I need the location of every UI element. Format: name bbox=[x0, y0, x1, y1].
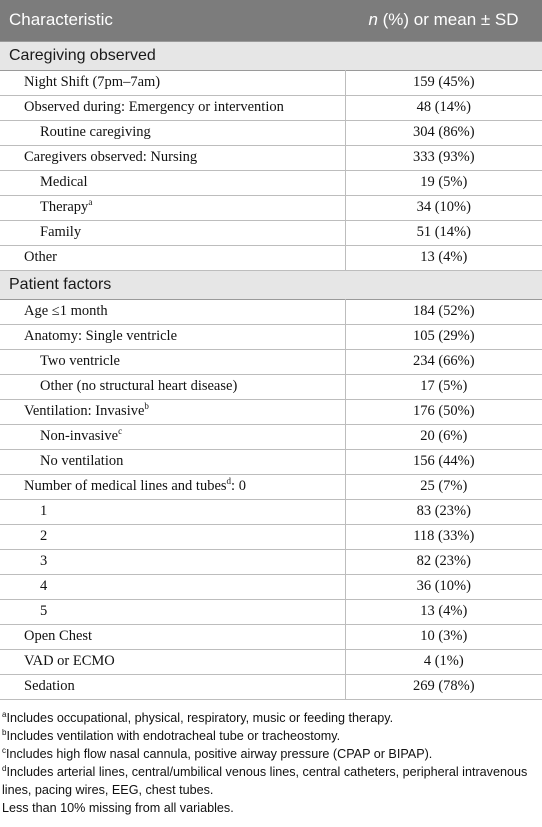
table-row bbox=[0, 70, 542, 95]
row-label bbox=[0, 399, 345, 424]
footnote-text: Includes high flow nasal cannula, positive airway pressure (CPAP or BIPAP). bbox=[6, 746, 433, 761]
row-value: 25 (7%) bbox=[420, 478, 468, 494]
row-label-text: Family bbox=[40, 224, 82, 240]
row-label bbox=[0, 374, 345, 399]
row-label-text: Sedation bbox=[24, 678, 75, 694]
row-value: 36 (10%) bbox=[416, 578, 471, 594]
table-row bbox=[0, 449, 542, 474]
table-header bbox=[0, 0, 542, 41]
row-label-text: Two ventricle bbox=[40, 353, 120, 369]
row-label-text: 2 bbox=[40, 528, 48, 544]
row-value: 34 (10%) bbox=[416, 199, 471, 215]
row-label-text: 1 bbox=[40, 503, 48, 519]
row-value: 19 (5%) bbox=[420, 174, 468, 190]
row-label bbox=[0, 499, 345, 524]
value-header-n: n bbox=[368, 10, 378, 30]
table-row bbox=[0, 145, 542, 170]
row-label bbox=[0, 649, 345, 674]
row-value: 156 (44%) bbox=[412, 453, 475, 469]
footnote-text: Less than 10% missing from all variables. bbox=[2, 800, 234, 815]
characteristic-header: Characteristic bbox=[9, 10, 113, 30]
row-label-text: 4 bbox=[40, 578, 48, 594]
row-label bbox=[0, 70, 345, 95]
row-label-text: Other bbox=[24, 249, 58, 265]
row-label bbox=[0, 349, 345, 374]
header-row bbox=[0, 0, 542, 41]
row-value: 159 (45%) bbox=[412, 74, 475, 90]
row-value: 17 (5%) bbox=[420, 378, 468, 394]
table-row bbox=[0, 399, 542, 424]
row-label bbox=[0, 220, 345, 245]
table-row bbox=[0, 374, 542, 399]
row-value: 304 (86%) bbox=[412, 124, 475, 140]
footnote-text: Includes occupational, physical, respiratory, music or feeding therapy. bbox=[6, 710, 394, 725]
row-value: 4 (1%) bbox=[423, 653, 464, 669]
footnote-c bbox=[2, 745, 542, 763]
row-label-suffix: : 0 bbox=[231, 478, 246, 494]
row-label bbox=[0, 424, 345, 449]
table-row bbox=[0, 120, 542, 145]
row-label bbox=[0, 624, 345, 649]
footnote-marker: b bbox=[144, 401, 149, 412]
row-value: 13 (4%) bbox=[420, 603, 468, 619]
row-label-text: Non-invasive bbox=[40, 428, 119, 444]
table-row bbox=[0, 95, 542, 120]
footnote-marker: d bbox=[226, 476, 232, 487]
row-value: 10 (3%) bbox=[420, 628, 468, 644]
row-label bbox=[0, 674, 345, 699]
table-row bbox=[0, 220, 542, 245]
footnote-mark: b bbox=[2, 727, 7, 737]
row-value: 234 (66%) bbox=[412, 353, 475, 369]
row-value: 13 (4%) bbox=[420, 249, 468, 265]
table-row bbox=[0, 195, 542, 220]
footnote-marker: a bbox=[88, 197, 93, 208]
row-label-text: Open Chest bbox=[24, 628, 93, 644]
row-label bbox=[0, 170, 345, 195]
row-value: 83 (23%) bbox=[416, 503, 471, 519]
row-label bbox=[0, 549, 345, 574]
footnote-marker: c bbox=[118, 426, 123, 437]
footnote-a bbox=[2, 709, 542, 727]
row-label-text: Medical bbox=[40, 174, 88, 190]
table-row bbox=[0, 349, 542, 374]
row-value: 184 (52%) bbox=[412, 303, 475, 319]
table-row bbox=[0, 474, 542, 499]
row-label bbox=[0, 324, 345, 349]
row-value: 20 (6%) bbox=[420, 428, 468, 444]
row-label bbox=[0, 120, 345, 145]
row-label-text: Caregivers observed: Nursing bbox=[24, 149, 198, 165]
section-row-caregiving bbox=[0, 41, 542, 70]
table-row bbox=[0, 324, 542, 349]
footnote-b bbox=[2, 727, 542, 745]
row-label-text: Ventilation: Invasive bbox=[24, 403, 145, 419]
row-value: 176 (50%) bbox=[412, 403, 475, 419]
row-value: 48 (14%) bbox=[416, 99, 471, 115]
footnote-mark: c bbox=[2, 745, 6, 755]
table-footnotes bbox=[0, 709, 542, 817]
table-row bbox=[0, 245, 542, 270]
footnote-missing bbox=[2, 799, 542, 817]
table-body bbox=[0, 41, 542, 699]
row-value: 333 (93%) bbox=[412, 149, 475, 165]
row-value: 118 (33%) bbox=[413, 528, 475, 544]
row-label-text: No ventilation bbox=[40, 453, 124, 469]
row-label bbox=[0, 474, 345, 499]
row-label-text: VAD or ECMO bbox=[24, 653, 115, 669]
row-label-text: Observed during: Emergency or intervention bbox=[24, 99, 284, 115]
table-row bbox=[0, 424, 542, 449]
table-row bbox=[0, 574, 542, 599]
row-label bbox=[0, 574, 345, 599]
row-label-text: Number of medical lines and tubes bbox=[24, 478, 227, 494]
row-label bbox=[0, 299, 345, 324]
table-row bbox=[0, 674, 542, 699]
table-row bbox=[0, 170, 542, 195]
row-label bbox=[0, 524, 345, 549]
value-header-rest: (%) or mean ± SD bbox=[377, 10, 519, 30]
table-row bbox=[0, 299, 542, 324]
footnote-mark: a bbox=[2, 709, 7, 719]
row-label-text: 3 bbox=[40, 553, 48, 569]
row-label-text: Therapy bbox=[40, 199, 89, 215]
row-label bbox=[0, 245, 345, 270]
row-label-text: Age ≤1 month bbox=[24, 303, 108, 319]
row-value: 82 (23%) bbox=[416, 553, 471, 569]
section-title: Patient factors bbox=[9, 275, 112, 293]
row-label bbox=[0, 145, 345, 170]
table-row bbox=[0, 624, 542, 649]
row-label bbox=[0, 599, 345, 624]
row-label bbox=[0, 95, 345, 120]
section-row-patient-factors bbox=[0, 270, 542, 299]
row-label-text: Routine caregiving bbox=[40, 124, 151, 140]
row-value: 51 (14%) bbox=[416, 224, 471, 240]
row-label-text: Night Shift (7pm–7am) bbox=[24, 74, 161, 90]
row-label bbox=[0, 195, 345, 220]
value-header bbox=[345, 0, 542, 41]
table-row bbox=[0, 549, 542, 574]
table-row bbox=[0, 649, 542, 674]
section-title: Caregiving observed bbox=[9, 46, 156, 64]
row-label-text: Other (no structural heart disease) bbox=[40, 378, 238, 394]
row-label bbox=[0, 449, 345, 474]
footnote-mark: d bbox=[2, 763, 7, 773]
table-row bbox=[0, 599, 542, 624]
table-row bbox=[0, 499, 542, 524]
footnote-d bbox=[2, 763, 542, 799]
row-value: 269 (78%) bbox=[412, 678, 475, 694]
footnote-text: Includes arterial lines, central/umbilical venous lines, central catheters, peripheral intravenous lines, pacing wires, EEG, chest tubes. bbox=[2, 764, 528, 797]
row-label-text: 5 bbox=[40, 603, 48, 619]
row-label-text: Anatomy: Single ventricle bbox=[24, 328, 178, 344]
row-value: 105 (29%) bbox=[412, 328, 475, 344]
footnote-text: Includes ventilation with endotracheal tube or tracheostomy. bbox=[6, 728, 341, 743]
table-row bbox=[0, 524, 542, 549]
